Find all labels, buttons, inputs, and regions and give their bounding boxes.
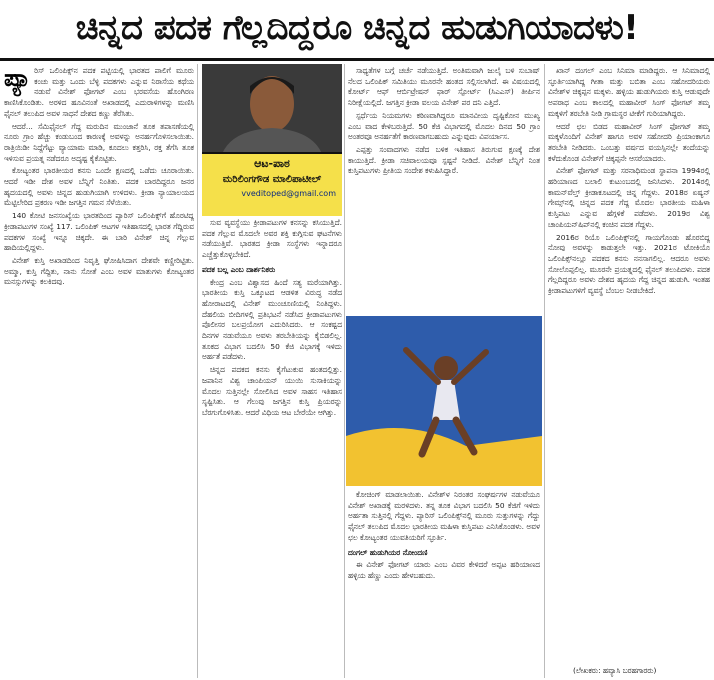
col4-p1: ಖಾನ್ ದಂಗಲ್ ಎಂಬ ಸಿನಿಮಾ ಮಾಡಿದ್ದರು. ಆ ಸಿನಿಮಾದಲ್ಲಿ ಸ್ಫೂರ್ತಿಯಾಗಿದ್ದ ಗೀತಾ ಮತ್ತು ಬಬಿತಾ ಎಂಬ ಸಹೋದರಿಯರು ವಿನೇಶ್‌ಳ ಚಿಕ್ಕಪ್ಪನ ಮಕ್ಕಳು. ಹಳ್ಳಿಯ ಹುಡುಗಿಯರು ಕುಸ್ತಿ ಆಡುವುದೇ ಅಪರಾಧ ಎಂಬ ಕಾಲದಲ್ಲಿ ಮಹಾವೀರ್ ಸಿಂಗ್ ಫೋಗಟ್ ತಮ್ಮ ಮಕ್ಕಳಿಗೆ ತರಬೇತಿ ನೀಡಿ ಗ್ರಾಮಸ್ಥರ ಟೀಕೆಗೆ ಗುರಿಯಾಗಿದ್ದರು. — [548, 66, 710, 118]
column-4 — [548, 66, 710, 664]
column-2 — [202, 218, 342, 678]
col3-p3: ಎಪ್ಪತ್ತು ಸಂವಾದಗಳು ನಡೆದ ಬಳಿಕ ಇತಿಹಾಸ ತಿರುಗುವ ಕ್ಷಣಕ್ಕೆ ದೇಶ ಕಾಯುತ್ತಿದೆ. ಕ್ರೀಡಾ ಸಚಿವಾಲಯವೂ ಸ್ಪಷ್ಟನೆ ನೀಡಿದೆ. ವಿನೇಶ್ ಬೆನ್ನಿಗೆ ನಿಂತ ಕುಸ್ತಿಪಟುಗಳು ಪ್ರೀತಿಯ ಸಂದೇಶ ಕಳುಹಿಸಿದ್ದಾರೆ. — [348, 144, 540, 176]
column-3-bottom — [348, 490, 540, 678]
col3-p1: ಸಾಧ್ಯತೆಗಳ ಬಗ್ಗೆ ಚರ್ಚೆ ನಡೆಯುತ್ತಿದೆ. ಅಂತಿಮವಾಗಿ ಜುಲೈ ಬಳಿ ಸುಬಾಷ್ ನೆಲದ ಒಲಿಂಪಿಕ್ ಸಮಿತಿಯು ಮೂರನೇ ಹಂತದ ಸಲ್ಲಿಸಲಾಗಿದೆ. ಈ ವಿಷಯದಲ್ಲಿ ಕೋರ್ಟ್ ಆಫ್ ಆರ್ಬಿಟ್ರೇಷನ್ ಫಾರ್ ಸ್ಪೋರ್ಟ್ (ಸಿಎಎಸ್) ತೀರ್ಪಿನ ನಿರೀಕ್ಷೆಯಲ್ಲಿದೆ. ಜಗತ್ತಿನ ಕ್ರೀಡಾ ವಲಯ ವಿನೇಶ್ ಪರ ದನಿ ಎತ್ತಿದೆ. — [348, 66, 540, 108]
column-divider — [344, 64, 345, 678]
col3-p5: ಈ ವಿನೇಶ್ ಫೋಗಟ್ ಯಾರು ಎಂಬ ವಿವರ ಕೇಳಿದರೆ ಅಪ್ಪಟ ಹರಿಯಾಣದ ಹಳ್ಳಿಯ ಹೆಣ್ಣು ಎಂದು ಹೇಳಬಹುದು. — [348, 560, 540, 580]
wrestler-photo — [346, 316, 542, 486]
col1-p3: ಕೋಟ್ಯಂತರ ಭಾರತೀಯರ ಕನಸು ಒಂದೇ ಕ್ಷಣದಲ್ಲಿ ಒಡೆದು ಚೂರಾಯಿತು. ಆದರೆ ಇಡೀ ದೇಶ ಅವಳ ಬೆನ್ನಿಗೆ ನಿಂತಿತು. ಪದಕ ಬಾರದಿದ್ದರೂ ಜನರ ಹೃದಯದಲ್ಲಿ ಅವಳು ಚಿನ್ನದ ಹುಡುಗಿಯಾಗಿ ಉಳಿದಳು. ಕ್ರೀಡಾ ನ್ಯಾಯಾಲಯದ ಮೆಟ್ಟಿಲೇರಿದ ಪ್ರಕರಣ ಇಡೀ ಜಗತ್ತಿನ ಗಮನ ಸೆಳೆಯಿತು. — [4, 166, 194, 208]
col4-p2: ಆದರೆ ಛಲ ಬಿಡದ ಮಹಾವೀರ್ ಸಿಂಗ್ ಫೋಗಟ್ ತಮ್ಮ ಮಕ್ಕಳೊಂದಿಗೆ ವಿನೇಶ್ ಹಾಗೂ ಅವಳ ಸಹೋದರಿ ಪ್ರಿಯಾಂಕಾಗೂ ತರಬೇತಿ ನೀಡಿದರು. ಒಂಬತ್ತು ವರ್ಷದ ವಯಸ್ಸಿನಲ್ಲೇ ತಂದೆಯನ್ನು ಕಳೆದುಕೊಂಡ ವಿನೇಶ್‌ಗೆ ಚಿಕ್ಕಪ್ಪನೇ ಆಸರೆಯಾದರು. — [548, 121, 710, 163]
column-kicker: ಆಟ-ಪಾಠ — [254, 157, 290, 170]
col2-p1: ಸುವ ವ್ಯವಸ್ಥೆಯು ಕ್ರೀಡಾಪಟುಗಳ ಕನಸನ್ನು ಕಸಿಯುತ್ತಿದೆ. ಪದಕ ಗೆಲ್ಲುವ ಮೊದಲೇ ಅವರ ಶಕ್ತಿ ಕುಗ್ಗಿಸುವ ಘಟನೆಗಳು ನಡೆಯುತ್ತಿವೆ. ಭಾರತದ ಕ್ರೀಡಾ ಸಂಸ್ಥೆಗಳು ಇನ್ನಾದರೂ ಎಚ್ಚೆತ್ತುಕೊಳ್ಳಬೇಕಿದೆ. — [202, 218, 342, 260]
col1-p5: ವಿನೇಶ್ ಕುಸ್ತಿ ಅಖಾಡದಿಂದ ನಿವೃತ್ತಿ ಘೋಷಿಸಿದಾಗ ದೇಶವೇ ಕಣ್ಣೀರಿಟ್ಟಿತು. ಅಮ್ಮಾ, ಕುಸ್ತಿ ಗೆದ್ದಿತು, ನಾನು ಸೋತೆ ಎಂಬ ಅವಳ ಮಾತುಗಳು ಕೋಟ್ಯಂತರ ಮನಸ್ಸುಗಳನ್ನು ಕಲಕಿದವು. — [4, 255, 194, 287]
author-portrait-image — [202, 64, 342, 154]
col3-subhead: ದಂಗಲ್ ಹುಡುಗಿಯರ ನೋಂದಣಿ — [348, 547, 428, 557]
col4-p4: 2016ರ ರಿಯೊ ಒಲಿಂಪಿಕ್ಸ್‌ನಲ್ಲಿ ಗಾಯಗೊಂಡು ಹೊರಬಿದ್ದ ನೋವು ಅವಳನ್ನು ಕಾಡುತ್ತಲೇ ಇತ್ತು. 2021ರ ಟೋಕಿಯೊ ಒಲಿಂಪಿಕ್ಸ್‌ನಲ್ಲೂ ಪದಕದ ಕನಸು ನನಸಾಗಲಿಲ್ಲ. ಆದರೂ ಅವಳು ಸೋಲೊಪ್ಪಲಿಲ್ಲ. ಮೂರನೇ ಪ್ರಯತ್ನದಲ್ಲಿ ಫೈನಲ್ ತಲುಪಿದಳು. ಪದಕ ಗೆಲ್ಲದಿದ್ದರೂ ಅವಳು ದೇಶದ ಹೃದಯ ಗೆದ್ದ ಚಿನ್ನದ ಹುಡುಗಿ. ಇಂತಹ ಕ್ರೀಡಾಪಟುಗಳಿಗೆ ವ್ಯವಸ್ಥೆ ಬೆಂಬಲ ನೀಡಬೇಕಿದೆ. — [548, 232, 710, 296]
col1-p4: 140 ಕೋಟಿ ಜನಸಂಖ್ಯೆಯ ಭಾರತದಿಂದ ಪ್ಯಾರಿಸ್ ಒಲಿಂಪಿಕ್ಸ್‌ಗೆ ಹೊರಟಿದ್ದ ಕ್ರೀಡಾಪಟುಗಳ ಸಂಖ್ಯೆ 117. ಒಲಿಂಪಿಕ್ ಆಟಗಳ ಇತಿಹಾಸದಲ್ಲಿ ಭಾರತ ಗೆದ್ದಿರುವ ಪದಕಗಳ ಸಂಖ್ಯೆ ಇನ್ನೂ ಚಿಕ್ಕದೇ. ಈ ಬಾರಿ ವಿನೇಶ್ ಚಿನ್ನ ಗೆಲ್ಲುವ ಹಾದಿಯಲ್ಲಿದ್ದಳು. — [4, 211, 194, 253]
column-divider — [544, 64, 545, 678]
wrestler-celebration-image — [346, 316, 542, 486]
author-name: ಮರಿಲಿಂಗಗೌಡ ಮಾಲಿಪಾಟೀಲ್ — [222, 174, 322, 185]
col4-p3: ವಿನೇಶ್ ಫೋಗಟ್ ಮತ್ತು ಸರನಾಧಿಮಂಡ ಸ್ಥಾಪನಾ 1994ರಲ್ಲಿ ಹರಿಯಾಣದ ಬಲಾಲಿ ಕುಟುಂಬದಲ್ಲಿ ಜನಿಸಿದಳು. 2014ರಲ್ಲಿ ಕಾಮನ್‌ವೆಲ್ತ್ ಕ್ರೀಡಾಕೂಟದಲ್ಲಿ ಚಿನ್ನ ಗೆದ್ದಳು. 2018ರ ಏಷ್ಯನ್ ಗೇಮ್ಸ್‌ನಲ್ಲಿ ಚಿನ್ನದ ಪದಕ ಗೆದ್ದ ಮೊದಲ ಭಾರತೀಯ ಮಹಿಳಾ ಕುಸ್ತಿಪಟು ಎನ್ನುವ ಹೆಗ್ಗಳಿಕೆ ಪಡೆದಳು. 2019ರ ವಿಶ್ವ ಚಾಂಪಿಯನ್‌ಷಿಪ್‌ನಲ್ಲಿ ಕಂಚಿನ ಪದಕ ಗೆದ್ದಳು. — [548, 166, 710, 229]
column-1 — [4, 66, 194, 678]
col2-p3: ಚಿನ್ನದ ಪದಕದ ಕನಸು ಕೈಗೆಟುಕುವ ಹಂತದಲ್ಲಿತ್ತು. ಜಪಾನಿನ ವಿಶ್ವ ಚಾಂಪಿಯನ್ ಯುಯಿ ಸುಸಾಕಿಯನ್ನು ಮೊದಲ ಸುತ್ತಿನಲ್ಲೇ ಸೋಲಿಸಿದ ಅವಳ ಸಾಹಸ ಇತಿಹಾಸ ಸೃಷ್ಟಿಸಿತು. ಆ ಗೆಲುವು ಜಗತ್ತಿನ ಕುಸ್ತಿ ಪ್ರಿಯರನ್ನು ಬೆರಗುಗೊಳಿಸಿತು. ಆದರೆ ವಿಧಿಯ ಆಟ ಬೇರೆಯೇ ಆಗಿತ್ತು. — [202, 365, 342, 417]
col3-p2: ಸ್ಪರ್ಧೆಯ ನಿಯಮಗಳು ಕಠಿಣವಾಗಿದ್ದರೂ ಮಾನವೀಯ ದೃಷ್ಟಿಕೋನ ಮುಖ್ಯ ಎಂಬ ವಾದ ಕೇಳಿಬರುತ್ತಿದೆ. 50 ಕೆಜಿ ವಿಭಾಗದಲ್ಲಿ ಮೊದಲ ದಿನದ 50 ಗ್ರಾಂ ಅಂತರವೂ ಅನರ್ಹತೆಗೆ ಕಾರಣವಾಗಬಹುದು ಎನ್ನುವುದು ವಿಪರ್ಯಾಸ. — [348, 110, 540, 142]
dropcap: ಪ್ಯಾ — [4, 66, 32, 92]
col1-p2: ಆದರೆ... ಸೆಮಿಫೈನಲ್ ಗೆದ್ದ ಮರುದಿನ ಮುಂಜಾನೆ ತೂಕ ತಪಾಸಣೆಯಲ್ಲಿ ನೂರು ಗ್ರಾಂ ಹೆಚ್ಚು ಕಂಡುಬಂದ ಕಾರಣಕ್ಕೆ ಅವಳನ್ನು ಅನರ್ಹಗೊಳಿಸಲಾಯಿತು. ರಾತ್ರಿಯಿಡೀ ನಿದ್ದೆಗೆಟ್ಟು ವ್ಯಾಯಾಮ ಮಾಡಿ, ಕೂದಲು ಕತ್ತರಿಸಿ, ರಕ್ತ ತೆಗೆಸಿ ತೂಕ ಇಳಿಸುವ ಪ್ರಯತ್ನ ನಡೆದರೂ ಅದೃಷ್ಟ ಕೈಕೊಟ್ಟಿತು. — [4, 121, 194, 163]
col3-p4: ಕೋಚಿಂಗ್ ಮಾಡಲಾಯಿತು. ವಿನೇಶ್‌ಳ ನಿರಂತರ ಸಂಘರ್ಷಗಳ ನಡುವೆಯೂ ವಿನೇಶ್ ಅಖಾಡಕ್ಕೆ ಮರಳಿದಳು. ತನ್ನ ತೂಕ ವಿಭಾಗ ಬದಲಿಸಿ 50 ಕೆಜಿಗೆ ಇಳಿದು ಅರ್ಹತಾ ಸುತ್ತಿನಲ್ಲಿ ಗೆದ್ದಳು. ಪ್ಯಾರಿಸ್ ಒಲಿಂಪಿಕ್ಸ್‌ನಲ್ಲಿ ಮೂರು ಸುತ್ತುಗಳನ್ನು ಗೆದ್ದು ಫೈನಲ್ ತಲುಪಿದ ಮೊದಲ ಭಾರತೀಯ ಮಹಿಳಾ ಕುಸ್ತಿಪಟು ಎನಿಸಿಕೊಂಡಳು. ಅವಳ ಛಲ ಕೋಟ್ಯಂತರ ಯುವತಿಯರಿಗೆ ಸ್ಫೂರ್ತಿ. — [348, 490, 540, 542]
column-3-top — [348, 66, 540, 314]
author-email: vveditoped@gmail.com — [241, 189, 336, 198]
col2-p2: ಕೇಂದ್ರ ಎಂಬ ವಿಶ್ವಾಸದ ಹಿಂದೆ ಸತ್ಯ ಮರೆಯಾಗಿತ್ತು. ಭಾರತೀಯ ಕುಸ್ತಿ ಒಕ್ಕೂಟದ ಆಡಳಿತ ವಿರುದ್ಧ ನಡೆದ ಹೋರಾಟದಲ್ಲಿ ವಿನೇಶ್ ಮುಂಚೂಣಿಯಲ್ಲಿ ನಿಂತಿದ್ದಳು. ದೆಹಲಿಯ ಬೀದಿಗಳಲ್ಲಿ ಪ್ರತಿಭಟನೆ ನಡೆಸಿದ ಕ್ರೀಡಾಪಟುಗಳು ಪೊಲೀಸರ ಬಲಪ್ರಯೋಗ ಎದುರಿಸಿದರು. ಆ ಸಂಕಷ್ಟದ ದಿನಗಳ ನಡುವೆಯೂ ಅವಳು ತರಬೇತಿಯನ್ನು ಕೈಬಿಡಲಿಲ್ಲ. ತೂಕದ ವಿಭಾಗ ಬದಲಿಸಿ 50 ಕೆಜಿ ವಿಭಾಗಕ್ಕೆ ಇಳಿದು ಅರ್ಹತೆ ಪಡೆದಳು. — [202, 277, 342, 362]
headline: ಚಿನ್ನದ ಪದಕ ಗೆಲ್ಲದಿದ್ದರೂ ಚಿನ್ನದ ಹುಡುಗಿಯಾದಳು! — [75, 8, 639, 48]
author-credit: (ಲೇಖಕರು: ಹವ್ಯಾಸಿ ಬರಹಗಾರರು) — [573, 666, 657, 675]
col2-subhead: ಪದಕ ಬಲ್ಲ ಎಂಬ ದಾರ್ಶನಿಕರು — [202, 264, 276, 274]
headline-rule — [0, 58, 714, 61]
column-divider — [197, 64, 198, 678]
author-byline-box — [202, 152, 342, 216]
col1-p1: ರಿಸ್ ಒಲಿಂಪಿಕ್ಸ್‌ನ ಪದಕ ಪಟ್ಟಿಯಲ್ಲಿ ಭಾರತದ ಪಾಲಿಗೆ ಮೂರು ಕಂಚು ಮತ್ತು ಒಂದು ಬೆಳ್ಳಿ ಪದಕಗಳು ಎನ್ನುವ ನಿರಾಸೆಯ ಕಥೆಯ ನಡುವೆ ವಿನೇಶ್ ಫೋಗಟ್ ಎಂಬ ಭರವಸೆಯ ಹೊಂಗಿರಣ ಕಾಣಿಸಿಕೊಂಡಿತು. ಅರಳಿದ ಹೂವಿನಂತೆ ಅಖಾಡದಲ್ಲಿ ಎದುರಾಳಿಗಳನ್ನು ಮಣಿಸಿ ಫೈನಲ್ ತಲುಪಿದ ಅವಳ ಸಾಧನೆ ದೇಶದ ಕಣ್ಣು ತೆರೆಸಿತು. — [4, 66, 194, 118]
